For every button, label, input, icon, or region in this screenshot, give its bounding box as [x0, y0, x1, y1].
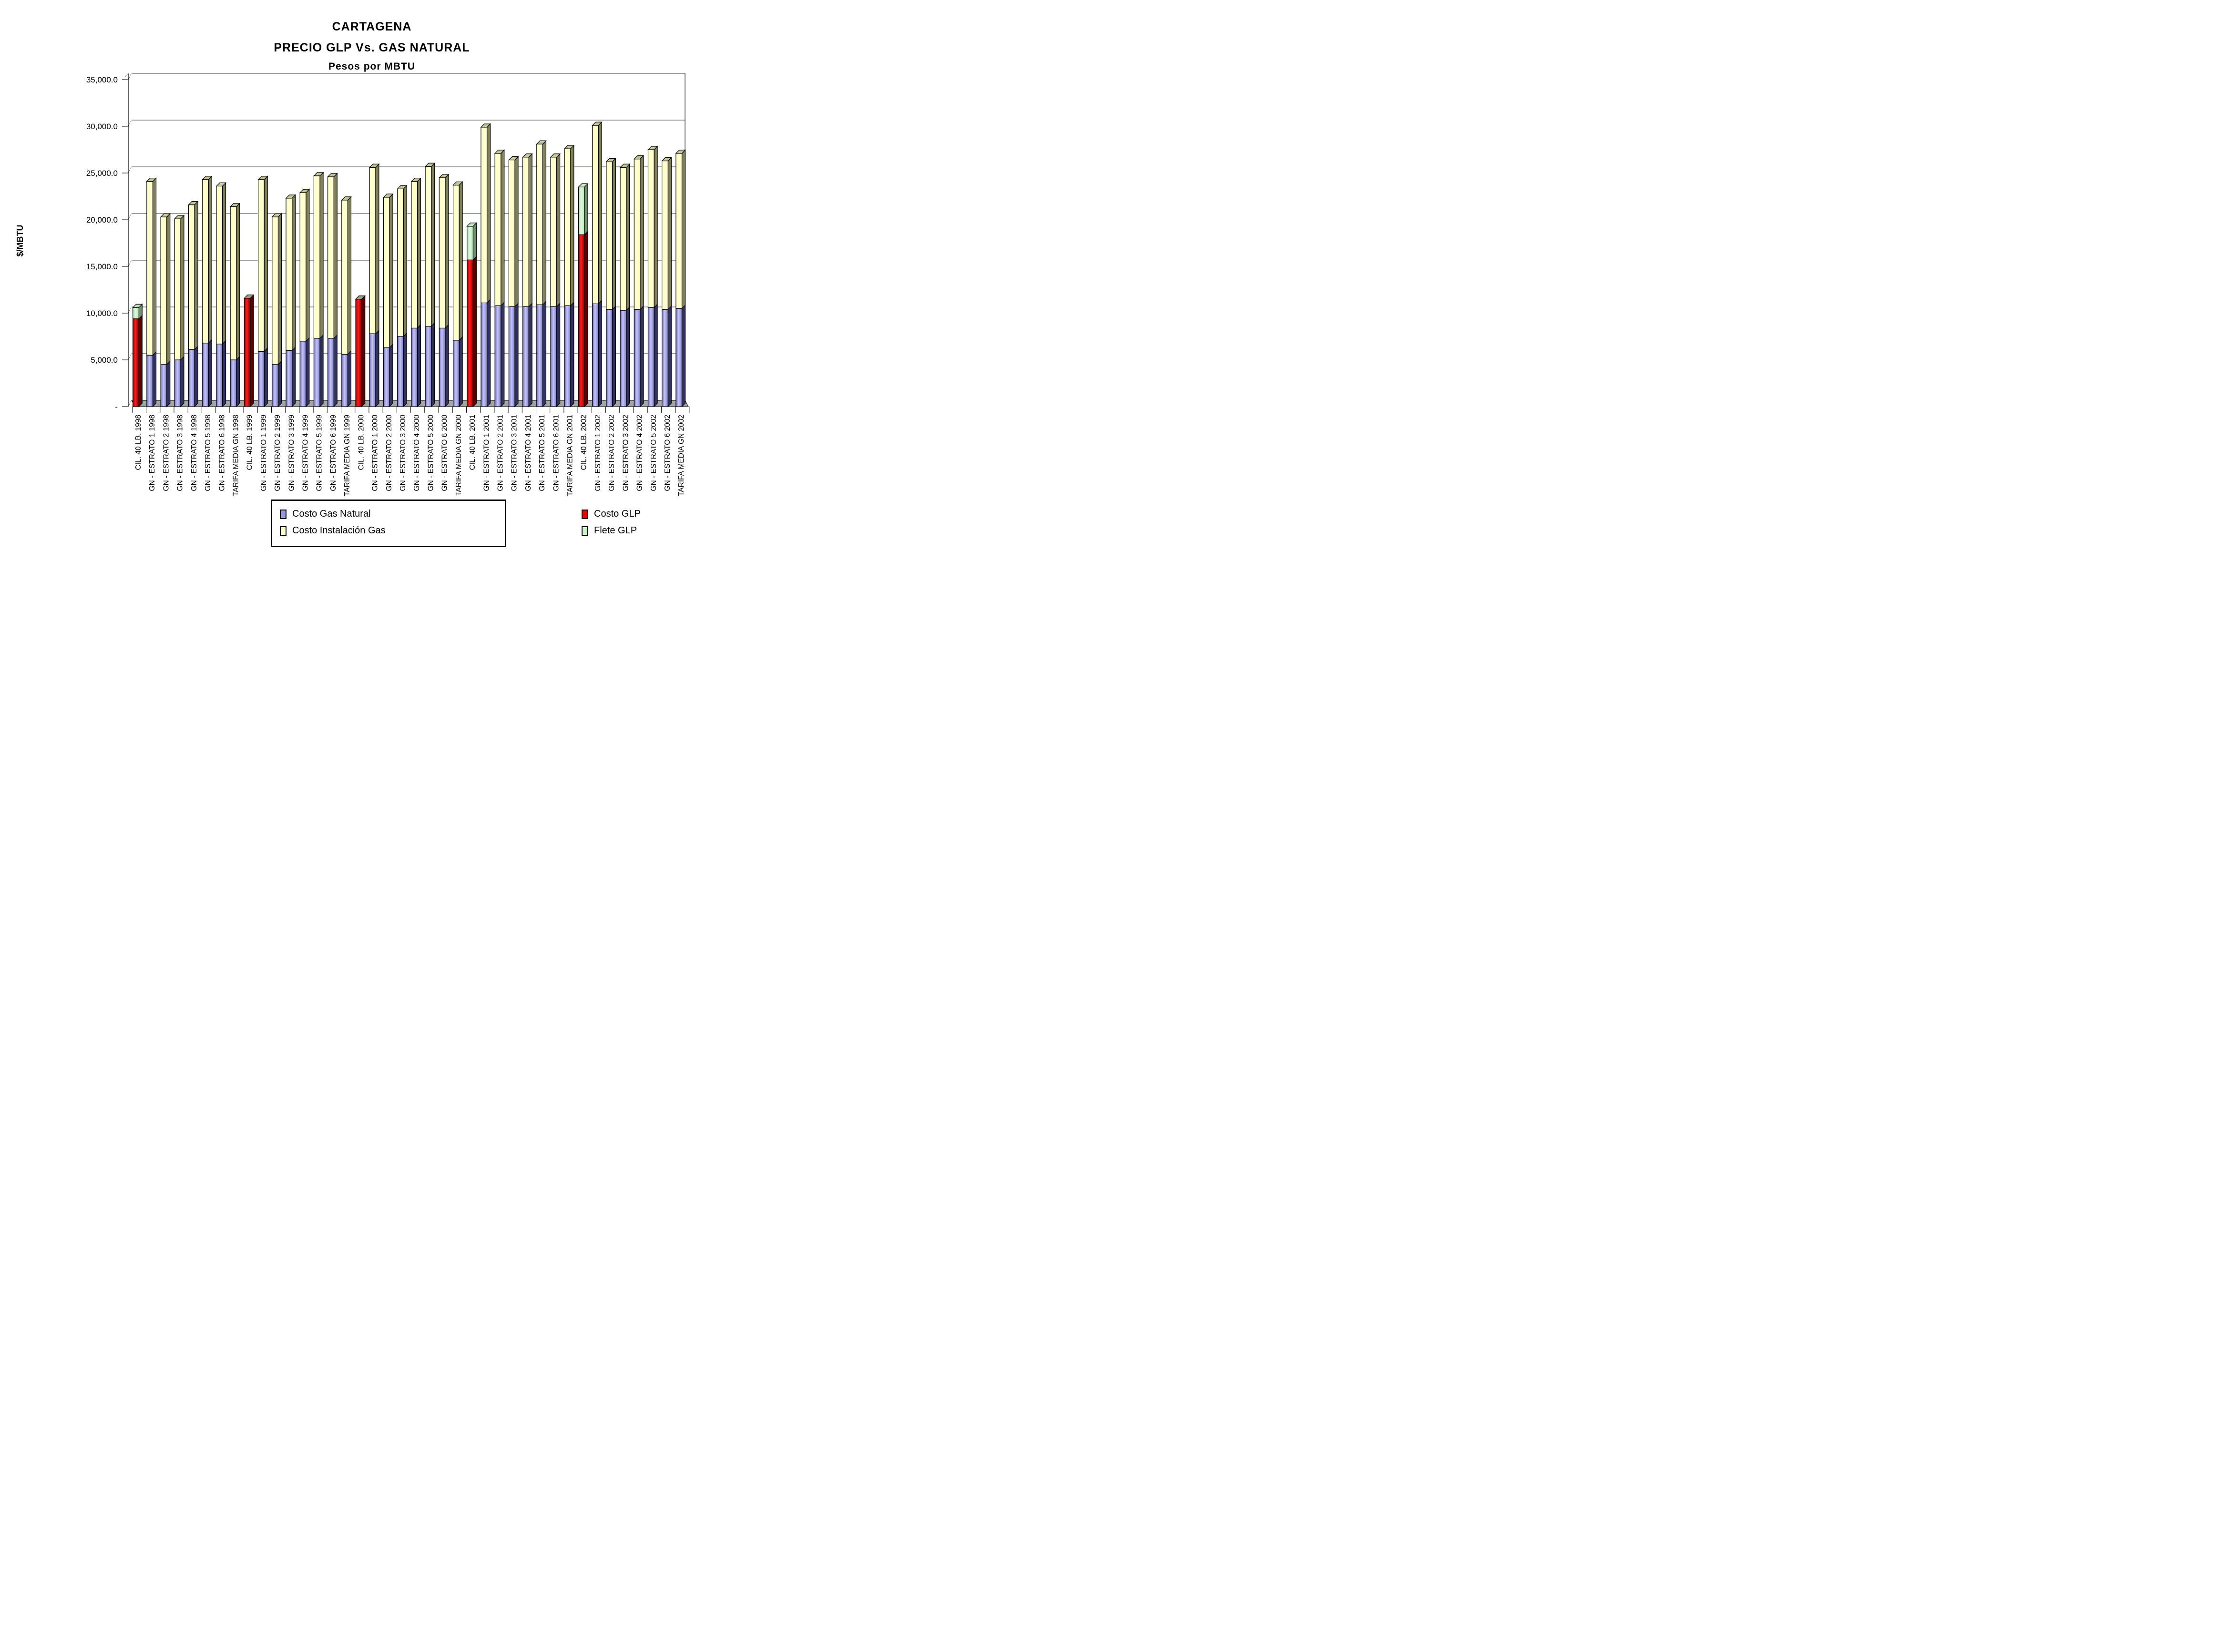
- bar-gn-estrato-5-2000: [425, 163, 435, 407]
- svg-text:CIL. 40 LB. 2001: CIL. 40 LB. 2001: [469, 415, 477, 470]
- legend-swatch-costo-glp: [582, 510, 588, 519]
- svg-text:TARIFA MEDIA GN 1999: TARIFA MEDIA GN 1999: [343, 415, 352, 497]
- bar-gn-estrato-5-1999: [314, 173, 323, 407]
- bar-gn-estrato-3-1998: [174, 215, 184, 407]
- svg-text:GN - ESTRATO 6 1999: GN - ESTRATO 6 1999: [329, 415, 338, 491]
- svg-text:GN - ESTRATO 2 2002: GN - ESTRATO 2 2002: [608, 415, 616, 491]
- svg-text:GN - ESTRATO 5 1999: GN - ESTRATO 5 1999: [315, 415, 324, 491]
- svg-text:GN - ESTRATO 1 2001: GN - ESTRATO 1 2001: [482, 415, 491, 491]
- svg-text:20,000.0: 20,000.0: [86, 215, 118, 224]
- chart-title: CARTAGENA: [332, 20, 412, 33]
- bar-gn-estrato-1-2001: [481, 124, 491, 407]
- bar-gn-estrato-5-2001: [537, 141, 546, 407]
- svg-text:GN - ESTRATO 1 1998: GN - ESTRATO 1 1998: [148, 415, 157, 491]
- svg-text:GN - ESTRATO 3 1998: GN - ESTRATO 3 1998: [176, 415, 184, 491]
- svg-text:GN - ESTRATO 6 2001: GN - ESTRATO 6 2001: [552, 415, 561, 491]
- legend-label-costo-gas-natural: Costo Gas Natural: [292, 509, 371, 519]
- svg-text:CIL. 40 LB. 1998: CIL. 40 LB. 1998: [134, 415, 143, 470]
- bar-gn-estrato-4-2002: [634, 156, 644, 407]
- svg-text:GN - ESTRATO 2 2001: GN - ESTRATO 2 2001: [496, 415, 505, 491]
- bar-tarifa-media-gn-2000: [453, 182, 463, 407]
- svg-text:25,000.0: 25,000.0: [86, 169, 118, 178]
- svg-text:GN - ESTRATO 2 2000: GN - ESTRATO 2 2000: [385, 415, 393, 491]
- svg-text:35,000.0: 35,000.0: [86, 75, 118, 84]
- svg-text:GN - ESTRATO 4 2001: GN - ESTRATO 4 2001: [524, 415, 532, 491]
- y-axis-top-corner: [125, 73, 128, 77]
- chart-canvas: [0, 0, 744, 551]
- svg-text:CIL. 40 LB. 1999: CIL. 40 LB. 1999: [246, 415, 254, 470]
- svg-text:10,000.0: 10,000.0: [86, 309, 118, 318]
- bar-gn-estrato-4-2001: [523, 154, 532, 407]
- legend-swatch-flete-glp: [582, 526, 588, 536]
- bar-cil-40-lb-2000: [356, 296, 365, 407]
- chart-subtitle: PRECIO GLP Vs. GAS NATURAL: [274, 41, 470, 54]
- bar-cil-40-lb-1999: [244, 295, 254, 407]
- x-axis-ticks: [132, 407, 689, 413]
- legend-item-costo-glp: [431, 509, 641, 520]
- bar-gn-estrato-6-1999: [328, 173, 338, 407]
- legend-swatch-costo-gas-natural: [280, 510, 287, 519]
- svg-text:GN - ESTRATO 5 2002: GN - ESTRATO 5 2002: [649, 415, 658, 491]
- bar-tarifa-media-gn-2002: [676, 150, 686, 407]
- svg-text:GN - ESTRATO 5 1998: GN - ESTRATO 5 1998: [204, 415, 213, 491]
- floor: [132, 400, 688, 407]
- bar-gn-estrato-5-1998: [203, 176, 212, 407]
- svg-text:TARIFA MEDIA GN 2002: TARIFA MEDIA GN 2002: [677, 415, 686, 497]
- svg-text:GN - ESTRATO 1 2000: GN - ESTRATO 1 2000: [371, 415, 379, 491]
- bar-gn-estrato-4-1999: [300, 189, 309, 407]
- bar-gn-estrato-6-2001: [551, 154, 560, 407]
- svg-text:GN - ESTRATO 4 1999: GN - ESTRATO 4 1999: [301, 415, 310, 491]
- svg-text:TARIFA MEDIA GN 2001: TARIFA MEDIA GN 2001: [566, 415, 574, 497]
- bar-cil-40-lb-2001: [467, 223, 477, 407]
- legend: [271, 500, 641, 547]
- y-axis-title: $/MBTU: [15, 224, 25, 257]
- chart-units-subtitle: Pesos por MBTU: [328, 61, 416, 72]
- svg-text:CIL. 40 LB. 2002: CIL. 40 LB. 2002: [580, 415, 588, 470]
- legend-label-flete-glp: Flete GLP: [594, 525, 637, 536]
- bars: [133, 122, 686, 407]
- bar-gn-estrato-2-2000: [383, 194, 393, 407]
- bar-gn-estrato-2-2002: [606, 158, 616, 407]
- svg-text:GN - ESTRATO 4 2002: GN - ESTRATO 4 2002: [635, 415, 644, 491]
- bar-gn-estrato-4-2000: [411, 178, 421, 407]
- legend-swatch-costo-instalacion-gas: [280, 526, 287, 536]
- bar-gn-estrato-1-2002: [593, 122, 602, 407]
- bar-gn-estrato-2-2001: [495, 150, 504, 407]
- svg-text:GN - ESTRATO 3 2001: GN - ESTRATO 3 2001: [510, 415, 519, 491]
- svg-text:5,000.0: 5,000.0: [91, 356, 118, 365]
- bar-tarifa-media-gn-1999: [342, 197, 351, 407]
- svg-text:GN - ESTRATO 2 1998: GN - ESTRATO 2 1998: [162, 415, 171, 491]
- svg-text:15,000.0: 15,000.0: [86, 262, 118, 271]
- y-axis-ticks-labels: [86, 73, 132, 411]
- svg-text:GN - ESTRATO 1 2002: GN - ESTRATO 1 2002: [594, 415, 602, 491]
- svg-text:GN - ESTRATO 5 2001: GN - ESTRATO 5 2001: [538, 415, 547, 491]
- bar-gn-estrato-4-1998: [189, 202, 198, 407]
- svg-text:GN - ESTRATO 3 2000: GN - ESTRATO 3 2000: [399, 415, 407, 491]
- svg-text:TARIFA MEDIA GN 1998: TARIFA MEDIA GN 1998: [232, 415, 240, 497]
- legend-item-costo-instalacion-gas: [280, 525, 431, 536]
- svg-text:-: -: [115, 402, 118, 411]
- legend-item-flete-glp: [431, 525, 641, 536]
- chart-generated: [15, 73, 689, 496]
- bar-gn-estrato-6-2000: [439, 174, 449, 407]
- bar-tarifa-media-gn-2001: [564, 145, 574, 407]
- x-axis-labels: [134, 415, 686, 497]
- svg-text:GN - ESTRATO 3 1999: GN - ESTRATO 3 1999: [287, 415, 296, 491]
- bar-gn-estrato-1-2000: [369, 164, 379, 407]
- legend-label-costo-glp: Costo GLP: [594, 509, 641, 519]
- svg-text:TARIFA MEDIA GN 2000: TARIFA MEDIA GN 2000: [454, 415, 463, 497]
- legend-item-costo-gas-natural: [280, 509, 431, 520]
- svg-text:GN - ESTRATO 2 1999: GN - ESTRATO 2 1999: [274, 415, 282, 491]
- bar-gn-estrato-1-1999: [258, 176, 268, 407]
- svg-text:GN - ESTRATO 4 1998: GN - ESTRATO 4 1998: [190, 415, 198, 491]
- bar-gn-estrato-3-1999: [286, 195, 296, 407]
- bar-gn-estrato-1-1998: [147, 178, 156, 407]
- svg-text:GN - ESTRATO 6 2000: GN - ESTRATO 6 2000: [440, 415, 449, 491]
- svg-text:GN - ESTRATO 4 2000: GN - ESTRATO 4 2000: [413, 414, 421, 491]
- svg-text:GN - ESTRATO 1 1999: GN - ESTRATO 1 1999: [259, 415, 268, 491]
- bar-gn-estrato-3-2002: [620, 164, 630, 407]
- svg-text:30,000.0: 30,000.0: [86, 122, 118, 131]
- bar-gn-estrato-3-2000: [398, 185, 407, 407]
- bar-tarifa-media-gn-1998: [230, 204, 240, 407]
- bar-cil-40-lb-2002: [578, 184, 588, 407]
- svg-text:GN - ESTRATO 6 1998: GN - ESTRATO 6 1998: [218, 415, 226, 491]
- svg-text:GN - ESTRATO 3 2002: GN - ESTRATO 3 2002: [622, 415, 630, 491]
- bar-gn-estrato-6-1998: [216, 183, 226, 407]
- bar-gn-estrato-5-2002: [648, 146, 657, 407]
- gridlines: [132, 73, 685, 400]
- svg-text:GN - ESTRATO 6 2002: GN - ESTRATO 6 2002: [663, 415, 672, 491]
- bar-cil-40-lb-1998: [133, 304, 143, 407]
- bar-gn-estrato-3-2001: [509, 157, 518, 407]
- bar-gn-estrato-2-1998: [161, 214, 170, 407]
- legend-label-costo-instalacion-gas: Costo Instalación Gas: [292, 525, 386, 536]
- svg-text:CIL. 40 LB. 2000: CIL. 40 LB. 2000: [357, 415, 366, 470]
- bar-gn-estrato-2-1999: [272, 214, 282, 407]
- svg-text:GN - ESTRATO 5 2000: GN - ESTRATO 5 2000: [427, 414, 435, 491]
- bar-gn-estrato-6-2002: [662, 158, 672, 407]
